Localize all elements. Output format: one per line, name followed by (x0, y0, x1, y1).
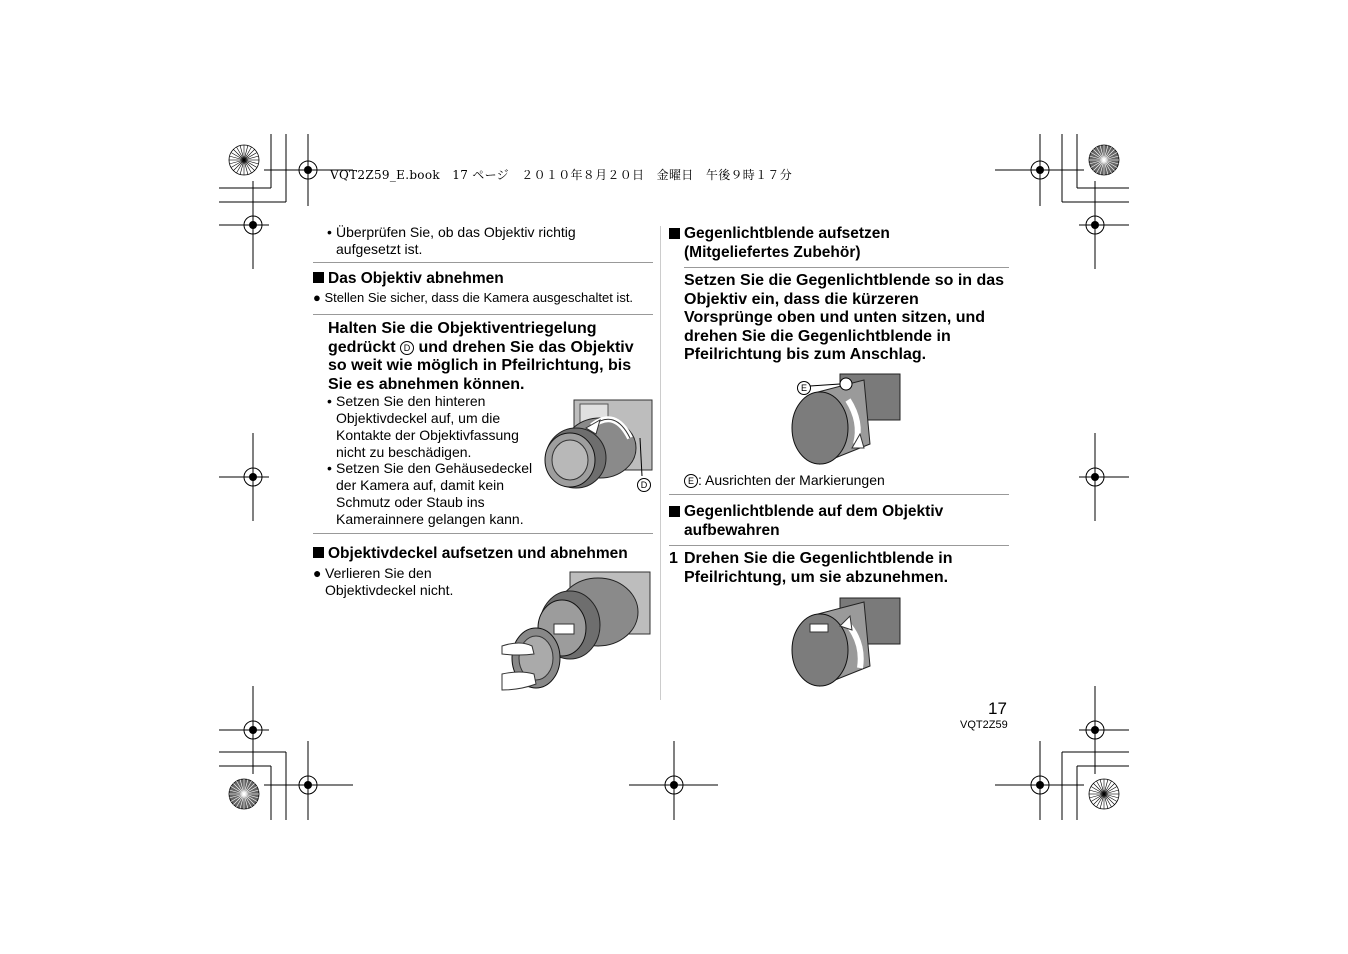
dot-bullet-icon: ● (313, 290, 321, 305)
registration-star-ray (1104, 794, 1112, 807)
remove-bullet-1-text: Setzen Sie den hinteren Objektivdeckel auf, um die Kontakte der Objektivfassung nicht zu beschädigen. (336, 393, 519, 460)
registration-star-ray (244, 147, 252, 160)
marker-e-icon: E (797, 381, 811, 395)
header-time: 午後９時１７分 (705, 168, 793, 182)
registration-star-ray (1104, 790, 1118, 794)
registration-star-ray (231, 153, 244, 161)
divider (313, 314, 653, 315)
registration-star-ray (244, 790, 258, 794)
divider (669, 545, 1009, 546)
divider (313, 533, 653, 534)
intro-bullet-text: Überprüfen Sie, ob das Objektiv richtig aufgesetzt ist. (336, 224, 576, 257)
header-file: VQT2Z59_E.book (330, 168, 440, 182)
remove-step-b: und drehen Sie das Objektiv so weit wie möglich in Pfeilrichtung, bis Sie es abnehmen können. (328, 338, 634, 393)
registration-star-ray (233, 149, 244, 160)
square-bullet-icon (669, 228, 680, 239)
registration-star-ray (1100, 780, 1104, 794)
registration-star-ray (1104, 146, 1108, 160)
attach-caption-text: : Ausrichten der Markierungen (698, 472, 885, 488)
registration-star-ray (1104, 147, 1112, 160)
registration-star-ray (1097, 794, 1105, 807)
cap-heading-text: Objektivdeckel aufsetzen und abnehmen (328, 545, 628, 562)
registration-star-ray (244, 146, 248, 160)
store-heading-text: Gegenlichtblende auf dem Objektiv aufbewahren (684, 503, 944, 539)
registration-star-ray (244, 794, 248, 808)
registration-star-ray (231, 794, 244, 802)
registration-star-ray (1104, 149, 1115, 160)
registration-star-ray (230, 160, 244, 164)
registration-star-ray (237, 147, 245, 160)
registration-star-ray (244, 794, 257, 802)
header-page: 17 (452, 168, 469, 182)
registration-star-ray (244, 780, 248, 794)
registration-star-ray (230, 790, 244, 794)
registration-star-ray (1091, 153, 1104, 161)
registration-star-ray (1104, 156, 1118, 160)
registration-star-ray (1104, 783, 1115, 794)
registration-star-ray (231, 160, 244, 168)
section-heading-attach (669, 224, 989, 262)
registration-star-ray (1104, 160, 1117, 168)
registration-star-ray (233, 160, 244, 171)
registration-star-ray (244, 153, 257, 161)
registration-star-ray (1104, 160, 1115, 171)
registration-star-ray (1104, 153, 1117, 161)
remove-heading-text: Das Objektiv abnehmen (328, 270, 504, 287)
registration-star-ray (1104, 794, 1108, 808)
remove-bullet-1: • Setzen Sie den hinteren Objektivdeckel auf, um die Kontakte der Objektivfassung nicht zu beschädigen. (327, 393, 519, 460)
section-heading-store (669, 502, 989, 540)
registration-star-ray (1097, 781, 1105, 794)
registration-star-ray (1090, 790, 1104, 794)
registration-star-ray (1104, 781, 1112, 794)
section-heading-cap (313, 544, 628, 563)
registration-star-ray (1104, 160, 1108, 174)
divider (669, 494, 1009, 495)
marker-e-icon: E (684, 474, 698, 488)
registration-star-ray (1104, 787, 1117, 795)
registration-star-ray (244, 160, 252, 173)
registration-star-ray (1097, 147, 1105, 160)
registration-star-ray (1093, 783, 1104, 794)
registration-star-ray (1090, 156, 1104, 160)
registration-star-ray (244, 794, 255, 805)
registration-star-ray (1104, 780, 1108, 794)
registration-star-ray (244, 160, 258, 164)
section-heading-remove (313, 269, 504, 288)
registration-star-ray (237, 781, 245, 794)
square-bullet-icon (669, 506, 680, 517)
divider (313, 262, 653, 263)
divider (684, 267, 1009, 268)
registration-star-ray (1090, 160, 1104, 164)
registration-star-ray (244, 794, 252, 807)
registration-star-ray (244, 156, 258, 160)
dot-bullet-icon: ● (313, 565, 322, 581)
registration-star-ray (244, 787, 257, 795)
registration-star-ray (240, 146, 244, 160)
header-weekday: 金曜日 (656, 168, 694, 182)
remove-step-a: Halten Sie die Objektiventriegelung gedrückt (328, 320, 597, 356)
registration-star-ray (237, 160, 245, 173)
intro-bullet: • Überprüfen Sie, ob das Objektiv richtig aufgesetzt ist. (327, 224, 576, 257)
registration-star-ray (1104, 794, 1115, 805)
remove-step (328, 320, 654, 394)
registration-star-ray (230, 156, 244, 160)
lens-hood-remove-illustration (790, 596, 904, 690)
figure-label-d (637, 476, 651, 494)
column-divider (660, 226, 661, 700)
print-header (330, 166, 792, 183)
registration-star-ray (1100, 794, 1104, 808)
header-unit: ページ (472, 168, 509, 182)
remove-bullet-2: • Setzen Sie den Gehäusedeckel der Kamera auf, damit kein Schmutz oder Staub ins Kamerainnere gelangen kann. (327, 460, 533, 527)
marker-d-icon: D (637, 478, 651, 492)
registration-star-ray (244, 781, 252, 794)
store-step (669, 550, 1009, 587)
figure-label-e (797, 379, 811, 397)
registration-star-ray (240, 160, 244, 174)
lens-cap-illustration (500, 570, 654, 696)
registration-star-ray (1097, 160, 1105, 173)
registration-star-ray (244, 149, 255, 160)
square-bullet-icon (313, 272, 324, 283)
registration-star-ray (1104, 794, 1117, 802)
marker-d-icon: D (400, 341, 414, 355)
registration-star-ray (231, 787, 244, 795)
registration-star-ray (1100, 146, 1104, 160)
attach-heading-text: Gegenlichtblende aufsetzen (Mitgeliefertes Zubehör) (684, 225, 890, 261)
registration-star-ray (1093, 149, 1104, 160)
registration-star-ray (1091, 787, 1104, 795)
registration-star-ray (237, 794, 245, 807)
registration-star-ray (1104, 160, 1118, 164)
registration-star-ray (244, 160, 248, 174)
registration-star-ray (1093, 794, 1104, 805)
attach-step: Setzen Sie die Gegenlichtblende so in das Objektiv ein, dass die kürzeren Vorsprünge oben und unten sitzen, und drehen Sie die Gegenlichtblende in Pfeilrichtung bis zum Anschlag. (684, 272, 1005, 363)
registration-star-ray (240, 780, 244, 794)
store-step-text: Drehen Sie die Gegenlichtblende in Pfeilrichtung, um sie abzunehmen. (684, 550, 953, 586)
registration-star-ray (1091, 160, 1104, 168)
registration-star-ray (1104, 160, 1112, 173)
attach-caption (684, 472, 885, 489)
remove-note (313, 290, 633, 306)
cap-note-text: Verlieren Sie den Objektivdeckel nicht. (325, 565, 454, 598)
registration-star-ray (244, 783, 255, 794)
header-date: ２０１０年８月２０日 (521, 168, 645, 182)
registration-star-ray (230, 794, 244, 798)
registration-star-ray (244, 160, 257, 168)
cap-note (313, 565, 485, 599)
registration-star-ray (233, 794, 244, 805)
registration-star-ray (240, 794, 244, 808)
store-step-number: 1 (669, 550, 678, 567)
remove-bullet-2-text: Setzen Sie den Gehäusedeckel der Kamera auf, damit kein Schmutz oder Staub ins Kamerainnere gelangen kann. (336, 460, 533, 527)
registration-star-ray (1091, 794, 1104, 802)
registration-star-ray (1104, 794, 1118, 798)
remove-note-text: Stellen Sie sicher, dass die Kamera ausgeschaltet ist. (324, 290, 634, 305)
registration-star-ray (244, 160, 255, 171)
registration-star-ray (233, 783, 244, 794)
registration-star-ray (1093, 160, 1104, 171)
registration-star-ray (1100, 160, 1104, 174)
page-number: 17 (988, 699, 1007, 718)
registration-star-ray (1090, 794, 1104, 798)
square-bullet-icon (313, 547, 324, 558)
registration-star-ray (244, 794, 258, 798)
doc-code: VQT2Z59 (960, 719, 1008, 731)
